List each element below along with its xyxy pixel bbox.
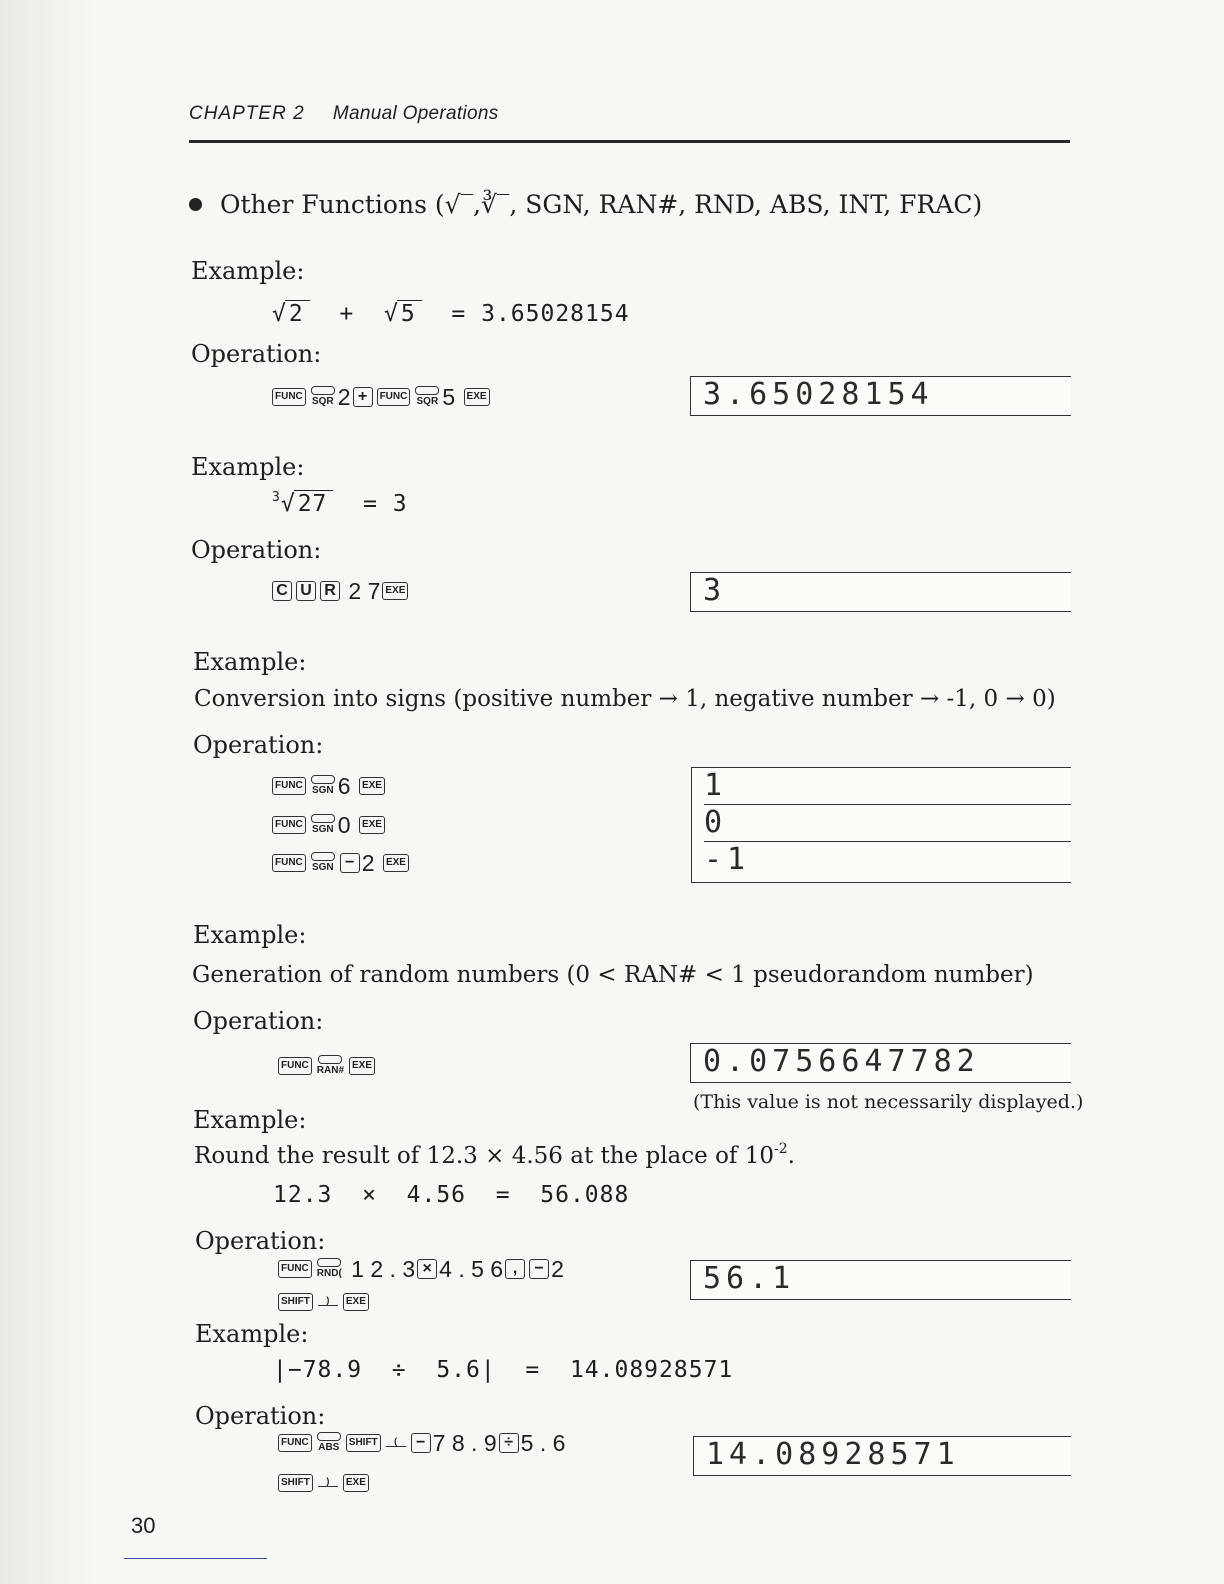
example-label: Example: bbox=[191, 257, 305, 285]
example-label: Example: bbox=[191, 453, 305, 481]
sqr-key: SQR bbox=[311, 386, 335, 407]
digit-key: 2 bbox=[551, 1256, 564, 1282]
multiply-key: × bbox=[417, 1259, 437, 1279]
decimal-key: . bbox=[458, 1256, 465, 1282]
digit-key: 0 bbox=[337, 812, 351, 838]
sgn-key: SGN bbox=[311, 775, 335, 796]
footer-rule bbox=[124, 1558, 267, 1559]
shift-key: SHIFT bbox=[346, 1434, 381, 1452]
display-value: 56.1 bbox=[703, 1261, 796, 1296]
close-paren-key: ) bbox=[318, 1296, 338, 1307]
example-label: Example: bbox=[193, 1106, 307, 1134]
ran-key: RAN# bbox=[317, 1055, 344, 1076]
digit-key: 5 bbox=[520, 1430, 534, 1456]
description-text: Round the result of 12.3 × 4.56 at the place of 10 bbox=[194, 1143, 775, 1169]
digit-key: 9 bbox=[483, 1430, 497, 1456]
digit-key: 6 bbox=[552, 1430, 566, 1456]
operation-label: Operation: bbox=[191, 340, 322, 368]
digit-key: 7 bbox=[367, 578, 381, 604]
key-sequence bbox=[270, 773, 387, 800]
example-description bbox=[194, 1143, 795, 1169]
chapter-number: CHAPTER 2 bbox=[189, 103, 305, 124]
func-key: FUNC bbox=[278, 1057, 312, 1075]
digit-key: 6 bbox=[490, 1256, 504, 1282]
c-key: C bbox=[272, 581, 292, 601]
exe-key: EXE bbox=[382, 582, 408, 600]
exe-key: EXE bbox=[359, 816, 385, 834]
func-key: FUNC bbox=[272, 388, 306, 406]
key-sequence bbox=[276, 1053, 377, 1080]
calculator-display bbox=[690, 376, 1071, 416]
section-title-text: Other Functions (√‾,∛‾, SGN, RAN#, RND, ABS, INT, FRAC) bbox=[220, 190, 983, 219]
exe-key: EXE bbox=[343, 1293, 369, 1311]
example-label: Example: bbox=[195, 1320, 309, 1348]
digit-key: 2 bbox=[361, 850, 375, 876]
plus-sign: + bbox=[339, 301, 355, 327]
calculator-display bbox=[690, 1260, 1071, 1300]
example-label: Example: bbox=[193, 921, 307, 949]
digit-key: 2 bbox=[337, 384, 351, 410]
radicand: 27 bbox=[294, 490, 334, 517]
func-key: FUNC bbox=[278, 1260, 312, 1278]
radicand: 5 bbox=[397, 300, 422, 327]
digit-key: 2 bbox=[370, 1256, 384, 1282]
calculator-display bbox=[690, 572, 1071, 612]
key-sequence bbox=[270, 812, 387, 839]
display-value: 0.0756647782 bbox=[703, 1044, 980, 1079]
digit-key: 5 bbox=[471, 1256, 484, 1282]
chapter-header bbox=[189, 103, 499, 125]
operation-label: Operation: bbox=[195, 1227, 326, 1255]
shift-key: SHIFT bbox=[278, 1293, 313, 1311]
operation-label: Operation: bbox=[193, 731, 324, 759]
close-paren-key: ) bbox=[318, 1477, 338, 1488]
u-key: U bbox=[296, 581, 316, 601]
exe-key: EXE bbox=[464, 388, 490, 406]
r-key: R bbox=[320, 581, 340, 601]
formula-result: = 3.65028154 bbox=[451, 301, 630, 327]
open-paren-key: ( bbox=[386, 1437, 406, 1448]
description-end: . bbox=[787, 1143, 795, 1169]
func-key: FUNC bbox=[272, 777, 306, 795]
exe-key: EXE bbox=[343, 1474, 369, 1492]
example-description: Conversion into signs (positive number → 1, negative number → -1, 0 → 0) bbox=[194, 686, 1056, 712]
example-formula bbox=[272, 490, 408, 517]
example-formula: 12.3 × 4.56 = 56.088 bbox=[273, 1182, 630, 1208]
digit-key: 2 bbox=[348, 578, 362, 604]
operation-label: Operation: bbox=[193, 1007, 324, 1035]
digit-key: 4 bbox=[439, 1256, 452, 1282]
operation-label: Operation: bbox=[195, 1402, 326, 1430]
divide-key: ÷ bbox=[499, 1433, 519, 1453]
radical-sign: √ bbox=[272, 301, 287, 327]
display-value: -1 bbox=[704, 842, 751, 877]
display-value: 0 bbox=[704, 805, 1071, 842]
root-index: 3 bbox=[272, 490, 281, 505]
sgn-key: SGN bbox=[311, 814, 335, 835]
digit-key: 6 bbox=[337, 773, 351, 799]
chapter-title: Manual Operations bbox=[332, 103, 499, 124]
example-formula bbox=[272, 300, 630, 327]
radical-sign: √ bbox=[383, 301, 399, 327]
digit-key: 7 bbox=[432, 1430, 446, 1456]
calculator-display bbox=[690, 1043, 1071, 1083]
calculator-display bbox=[691, 767, 1071, 883]
key-sequence bbox=[276, 1289, 371, 1316]
display-value: 1 bbox=[704, 768, 1071, 805]
key-sequence bbox=[276, 1470, 371, 1497]
key-sequence bbox=[270, 578, 410, 605]
display-value: 3.65028154 bbox=[703, 377, 934, 412]
bullet-icon bbox=[189, 198, 202, 211]
calculator-display bbox=[693, 1436, 1071, 1476]
minus-key: − bbox=[529, 1259, 549, 1279]
digit-key: 8 bbox=[451, 1430, 465, 1456]
sqr-key: SQR bbox=[415, 386, 439, 407]
func-key: FUNC bbox=[278, 1434, 312, 1452]
example-description: Generation of random numbers (0 < RAN# < 1 pseudorandom number) bbox=[192, 962, 1034, 988]
func-key: FUNC bbox=[377, 388, 411, 406]
key-sequence bbox=[276, 1430, 565, 1457]
digit-key: 1 bbox=[351, 1256, 364, 1282]
decimal-key: . bbox=[389, 1256, 396, 1282]
minus-key: − bbox=[340, 853, 360, 873]
shift-key: SHIFT bbox=[278, 1474, 313, 1492]
header-rule bbox=[189, 140, 1070, 143]
radicand: 2 bbox=[285, 300, 310, 327]
exe-key: EXE bbox=[349, 1057, 375, 1075]
plus-key: + bbox=[353, 387, 373, 407]
page-number: 30 bbox=[131, 1513, 156, 1538]
rnd-key: RND( bbox=[317, 1258, 342, 1279]
section-title bbox=[189, 190, 982, 219]
key-sequence bbox=[270, 850, 411, 877]
decimal-key: . bbox=[471, 1430, 478, 1456]
key-sequence bbox=[276, 1256, 564, 1283]
page-shadow bbox=[0, 0, 95, 1584]
func-key: FUNC bbox=[272, 854, 306, 872]
operation-label: Operation: bbox=[191, 536, 322, 564]
func-key: FUNC bbox=[272, 816, 306, 834]
formula-result: = 3 bbox=[363, 491, 408, 517]
digit-key: 3 bbox=[402, 1256, 416, 1282]
exe-key: EXE bbox=[359, 777, 385, 795]
decimal-key: . bbox=[539, 1430, 547, 1456]
exe-key: EXE bbox=[383, 854, 409, 872]
comma-key: , bbox=[505, 1259, 525, 1279]
digit-key: 5 bbox=[442, 384, 456, 410]
display-note: (This value is not necessarily displayed.) bbox=[693, 1091, 1084, 1113]
minus-key: − bbox=[411, 1433, 431, 1453]
example-label: Example: bbox=[193, 648, 307, 676]
sgn-key: SGN bbox=[311, 852, 335, 873]
exponent: -2 bbox=[774, 1141, 788, 1157]
display-value: 3 bbox=[703, 573, 727, 608]
key-sequence bbox=[270, 384, 492, 411]
abs-key: ABS bbox=[317, 1432, 341, 1453]
example-formula: |−78.9 ÷ 5.6| = 14.08928571 bbox=[273, 1357, 734, 1383]
radical-sign: √ bbox=[280, 491, 296, 517]
display-value: 14.08928571 bbox=[706, 1437, 960, 1472]
